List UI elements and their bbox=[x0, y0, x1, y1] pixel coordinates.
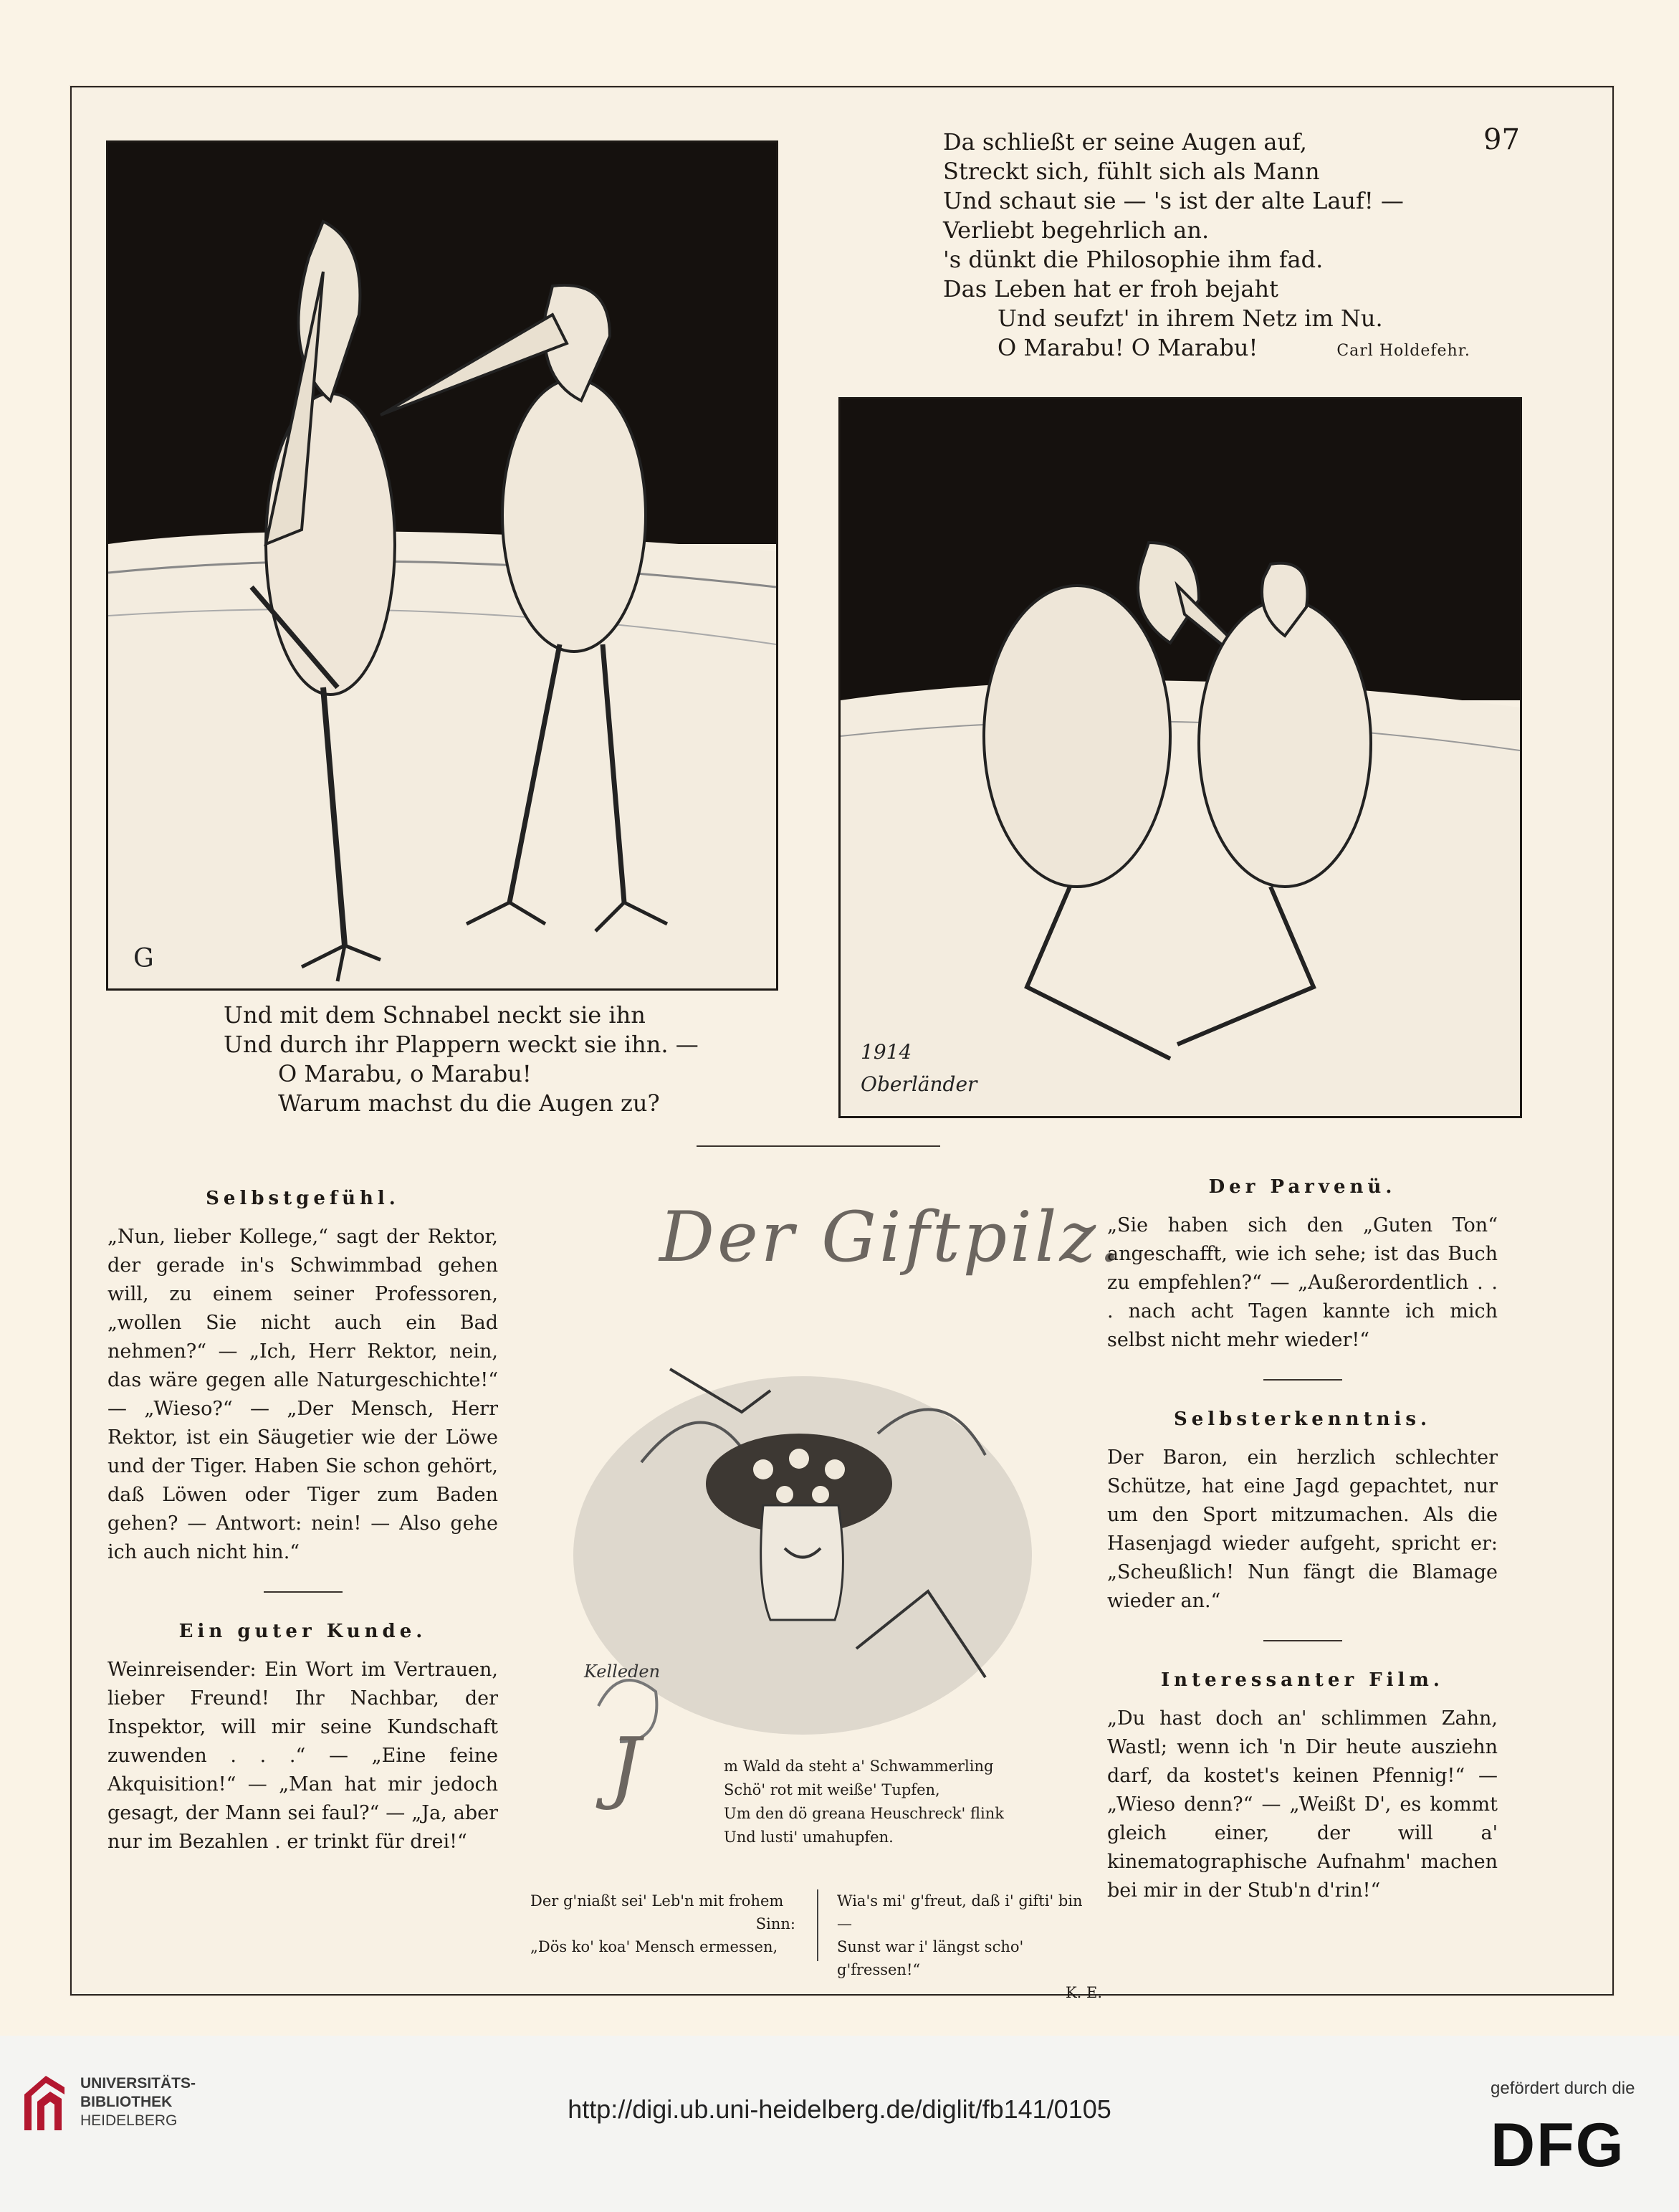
giftpilz-title: Der Giftpilz. bbox=[659, 1197, 1124, 1277]
caption-line: O Marabu, o Marabu! bbox=[278, 1060, 532, 1087]
dfg-logo: DFG bbox=[1491, 2111, 1625, 2180]
giftpilz-initial: J bbox=[609, 1720, 644, 1812]
text-ein-guter-kunde: Weinreisender: Ein Wort im Vertrauen, lieber Freund! Ihr Nachbar, der Inspektor, will mir seine Kundschaft zuwenden . . .“ — „Eine feine Akquisition!“ — „Man hat mir jedoch gesagt, der Mann sei faul?“ — „Ja, aber nur im Bezahlen . er trinkt für drei!“ bbox=[107, 1659, 498, 1853]
heading-interessanter-film: Interessanter Film. bbox=[1161, 1669, 1444, 1691]
giftpilz-col-line: Sunst war i' längst scho' g'fressen!“ bbox=[837, 1938, 1024, 1978]
institution-line: HEIDELBERG bbox=[80, 2112, 178, 2129]
poem-top-line: Da schließt er seine Augen auf, bbox=[943, 128, 1307, 156]
poem-top bbox=[943, 128, 1470, 363]
left-illustration-signature: G bbox=[133, 944, 154, 973]
right-illustration-year: 1914 bbox=[861, 1040, 912, 1064]
giftpilz-drawing bbox=[555, 1247, 1050, 1763]
page-number: 97 bbox=[1483, 123, 1520, 156]
giftpilz-col-line: Der g'niaßt sei' Leb'n mit frohem bbox=[530, 1892, 784, 1910]
poem-top-line bbox=[943, 333, 1470, 363]
poem-top-line: 's dünkt die Philosophie ihm fad. bbox=[943, 246, 1324, 273]
poem-top-line: Und schaut sie — 's ist der alte Lauf! — bbox=[943, 187, 1404, 214]
text-der-parvenue: „Sie haben sich den „Guten Ton“ angeschafft, wie ich sehe; ist das Buch zu empfehlen?“ — „Außerordentlich . . . nach acht Tagen kannte ich mich selbst nicht mehr wieder!“ bbox=[1107, 1214, 1498, 1351]
poem-top-line: Und seufzt' in ihrem Netz im Nu. bbox=[998, 305, 1383, 332]
institution-line: BIBLIOTHEK bbox=[80, 2094, 173, 2110]
text-interessanter-film: „Du hast doch an' schlimmen Zahn, Wastl; wenn ich 'n Dir heute ausziehn darf, da kostet's keinen Pfennig!“ — „Wieso denn?“ — „Weißt D', es kommt gleich einer, der will a' kinematographische Aufnahm' machen bei mir in der Stub'n d'rin!“ bbox=[1107, 1707, 1498, 1902]
poem-top-line: Verliebt begehrlich an. bbox=[943, 216, 1210, 244]
text-selbsterkenntnis: Der Baron, ein herzlich schlechter Schütze, hat eine Jagd gepachtet, nur um den Sport mitzumachen. Als die Hasenjagd wieder aufgeht, spricht er: „Scheußlich! Nun fängt die Blamage wieder an.“ bbox=[1107, 1446, 1498, 1612]
poem-top-line: Streckt sich, fühlt sich als Mann bbox=[943, 158, 1320, 185]
divider-top bbox=[697, 1145, 940, 1147]
marabou-left-drawing bbox=[108, 143, 776, 988]
giftpilz-verse-line: Und lusti' umahupfen. bbox=[724, 1829, 894, 1846]
giftpilz-verse bbox=[724, 1755, 1004, 1849]
caption-line: Und mit dem Schnabel neckt sie ihn bbox=[224, 1001, 646, 1029]
left-column bbox=[107, 1184, 498, 1856]
giftpilz-verse-line: Um den dö greana Heuschreck' flink bbox=[724, 1805, 1004, 1822]
heading-selbstgefuehl: Selbstgefühl. bbox=[206, 1188, 400, 1209]
poem-top-refrain: O Marabu! O Marabu! bbox=[998, 334, 1258, 361]
poem-author: Carl Holdefehr. bbox=[1336, 342, 1470, 360]
giftpilz-verse-line: m Wald da steht a' Schwammerling bbox=[724, 1758, 994, 1775]
giftpilz-col-left bbox=[530, 1889, 795, 1958]
illustration-marabou-left bbox=[106, 140, 778, 991]
marabou-right-drawing bbox=[841, 399, 1520, 1116]
giftpilz-signature: Kelleden bbox=[584, 1662, 661, 1682]
short-divider bbox=[1263, 1379, 1342, 1381]
illustration-marabou-right bbox=[838, 397, 1522, 1118]
caption-line: Warum machst du die Augen zu? bbox=[278, 1090, 660, 1117]
short-divider bbox=[264, 1591, 343, 1593]
heading-ein-guter-kunde: Ein guter Kunde. bbox=[178, 1621, 427, 1642]
caption-left bbox=[224, 1001, 699, 1118]
source-url-link[interactable]: http://digi.ub.uni-heidelberg.de/diglit/fb141/0105 bbox=[568, 2094, 1111, 2124]
poem-top-line: Das Leben hat er froh bejaht bbox=[943, 275, 1278, 302]
giftpilz-col-line: Wia's mi' g'freut, daß i' gifti' bin — bbox=[837, 1892, 1083, 1932]
giftpilz-verse-columns bbox=[530, 1889, 1132, 2001]
text-selbstgefuehl: „Nun, lieber Kollege,“ sagt der Rektor, der gerade in's Schwimmbad gehen will, zu einem seiner Professoren, „wollen Sie nicht auch ein Bad nehmen?“ — „Ich, Herr Rektor, nein, das wäre gegen alle Naturgeschichte!“ — „Wieso?“ — „Der Mensch, Herr Rektor, ist ein Säugetier wie der Löwe und der Tiger. Haben Sie schon gehört, daß Löwen oder Tiger zum Baden gehen? — Antwort: nein! — Also gehe ich auch nicht hin.“ bbox=[107, 1226, 498, 1563]
institution-line: UNIVERSITÄTS- bbox=[80, 2075, 196, 2092]
giftpilz-col-divider bbox=[817, 1889, 818, 1961]
giftpilz-col-line: „Dös ko' koa' Mensch ermessen, bbox=[530, 1938, 778, 1955]
short-divider bbox=[1263, 1640, 1342, 1641]
caption-line: Und durch ihr Plappern weckt sie ihn. — bbox=[224, 1031, 699, 1058]
right-illustration-signature: Oberländer bbox=[861, 1072, 977, 1096]
illustration-giftpilz bbox=[555, 1247, 1050, 1763]
giftpilz-verse-line: Schö' rot mit weiße' Tupfen, bbox=[724, 1781, 940, 1798]
right-column bbox=[1107, 1173, 1498, 1905]
funded-by-label: gefördert durch die bbox=[1491, 2079, 1635, 2098]
heading-selbsterkenntnis: Selbsterkenntnis. bbox=[1173, 1408, 1432, 1430]
giftpilz-col-line: Sinn: bbox=[755, 1915, 795, 1932]
giftpilz-col-right bbox=[837, 1889, 1102, 2004]
giftpilz-col-line: K. E. bbox=[1065, 1984, 1102, 2001]
heading-der-parvenue: Der Parvenü. bbox=[1208, 1176, 1397, 1198]
